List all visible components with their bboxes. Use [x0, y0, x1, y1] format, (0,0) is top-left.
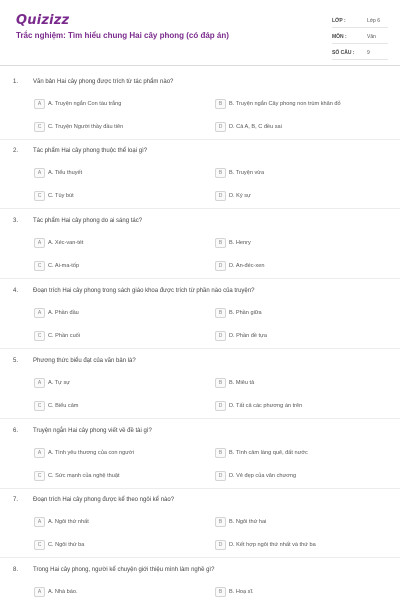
option-text: B. Truyện ngắn Cây phong non trùm khăn đỏ [229, 101, 341, 107]
question-number: 3. [13, 218, 19, 224]
option-letter-box[interactable]: D [215, 331, 226, 341]
answer-option[interactable] [34, 377, 70, 389]
option-text: D. Cả A, B, C đều sai [229, 124, 282, 130]
answer-option[interactable] [34, 98, 121, 110]
option-text: A. Tự sự [48, 380, 70, 386]
answer-option[interactable] [215, 516, 266, 528]
answer-option[interactable] [215, 470, 296, 482]
option-text: D. Tất cả các phương án trên [229, 403, 303, 409]
option-text: C. Tùy bút [48, 193, 74, 199]
meta-row-grade [332, 14, 388, 28]
option-letter-box[interactable]: B [215, 99, 226, 109]
question-number: 2. [13, 148, 19, 154]
answer-option[interactable] [215, 167, 264, 179]
option-text: B. Miêu tả [229, 380, 255, 386]
option-letter-box[interactable]: A [34, 238, 45, 248]
answer-option[interactable] [34, 167, 82, 179]
answer-option[interactable] [215, 190, 251, 202]
option-letter-box[interactable]: C [34, 191, 45, 201]
option-text: D. Kết hợp ngôi thứ nhất và thứ ba [229, 542, 316, 548]
option-letter-box[interactable]: D [215, 471, 226, 481]
option-letter-box[interactable]: B [215, 517, 226, 527]
option-text: A. Xéc-van-tét [48, 240, 84, 246]
option-text: A. Phần đầu [48, 310, 79, 316]
option-letter-box[interactable]: C [34, 540, 45, 550]
question-divider [0, 139, 400, 140]
answer-option[interactable] [215, 539, 316, 551]
option-letter-box[interactable]: C [34, 122, 45, 132]
answer-option[interactable] [34, 260, 79, 272]
question-text: Đoạn trích Hai cây phong trong sách giáo khoa được trích từ phần nào của truyện? [33, 288, 255, 294]
option-letter-box[interactable]: A [34, 448, 45, 458]
answer-option[interactable] [215, 377, 254, 389]
option-text: A. Tiểu thuyết [48, 170, 83, 176]
question-text: Tác phẩm Hai cây phong do ai sáng tác? [33, 218, 143, 224]
option-letter-box[interactable]: D [215, 122, 226, 132]
answer-option[interactable] [34, 190, 74, 202]
question-text: Tác phẩm Hai cây phong thuộc thể loại gì? [33, 148, 148, 154]
answer-option[interactable] [34, 539, 84, 551]
logo-text: Quizizz [16, 12, 70, 28]
meta-row-subject [332, 30, 388, 44]
question-line [13, 358, 136, 364]
answer-option[interactable] [215, 330, 267, 342]
option-text: A. Ngôi thứ nhất [48, 519, 89, 525]
answer-option[interactable] [215, 260, 264, 272]
meta-label: MÔN : [332, 33, 347, 40]
question-text: Trong Hai cây phong, người kể chuyện giới thiệu mình làm nghề gì? [33, 567, 215, 573]
option-letter-box[interactable]: B [215, 168, 226, 178]
answer-option[interactable] [34, 400, 78, 412]
option-text: A. Tình yêu thương của con người [48, 450, 134, 456]
quiz-meta [332, 14, 388, 60]
question-number: 8. [13, 567, 19, 573]
option-text: A. Nhà báo. [48, 589, 78, 595]
page-title: Trắc nghiệm: Tìm hiểu chung Hai cây phong (có đáp án) [16, 31, 229, 40]
option-letter-box[interactable]: A [34, 517, 45, 527]
option-text: C. Biểu cảm [48, 403, 79, 409]
question-divider [0, 557, 400, 558]
question-divider [0, 208, 400, 209]
option-text: D. Vẻ đẹp của văn chương [229, 473, 297, 479]
option-letter-box[interactable]: A [34, 168, 45, 178]
option-letter-box[interactable]: B [215, 308, 226, 318]
option-text: B. Phần giữa [229, 310, 262, 316]
question-line [13, 79, 173, 85]
option-letter-box[interactable]: A [34, 99, 45, 109]
answer-option[interactable] [215, 447, 308, 459]
option-text: C. Ai-ma-tốp [48, 263, 80, 269]
question-divider [0, 488, 400, 489]
question-line [13, 148, 147, 154]
answer-option[interactable] [34, 237, 83, 249]
option-letter-box[interactable]: D [215, 191, 226, 201]
question-divider [0, 418, 400, 419]
option-text: B. Ngôi thứ hai [229, 519, 267, 525]
question-number: 7. [13, 497, 19, 503]
option-text: B. Hoạ sĩ. [229, 589, 254, 595]
option-letter-box[interactable]: B [215, 448, 226, 458]
meta-row-count [332, 46, 388, 60]
question-line [13, 218, 142, 224]
question-line [13, 567, 214, 573]
option-letter-box[interactable]: D [215, 261, 226, 271]
option-text: B. Tình cảm làng quê, đất nước [229, 450, 308, 456]
option-letter-box[interactable]: D [215, 401, 226, 411]
answer-option[interactable] [34, 516, 89, 528]
question-text: Văn bản Hai cây phong được trích từ tác phẩm nào? [33, 79, 174, 85]
question-line [13, 497, 174, 503]
option-text: C. Ngôi thứ ba [48, 542, 85, 548]
option-letter-box[interactable]: A [34, 587, 45, 597]
option-text: C. Truyện Người thầy đầu tiên [48, 124, 124, 130]
option-text: B. Henry [229, 240, 251, 246]
meta-label: LỚP : [332, 17, 346, 24]
question-line [13, 288, 254, 294]
answer-option[interactable] [215, 121, 282, 133]
option-text: A. Truyện ngắn Con tàu trắng [48, 101, 122, 107]
meta-value: Lớp 6 [367, 17, 381, 24]
option-letter-box[interactable]: C [34, 471, 45, 481]
answer-option[interactable] [215, 586, 254, 598]
option-text: C. Phần cuối [48, 333, 81, 339]
meta-value: 9 [367, 49, 370, 56]
answer-option[interactable] [215, 98, 341, 110]
question-line [13, 428, 152, 434]
answer-option[interactable] [34, 307, 79, 319]
option-letter-box[interactable]: A [34, 378, 45, 388]
meta-label: SỐ CÂU : [332, 49, 355, 56]
option-letter-box[interactable]: B [215, 587, 226, 597]
option-letter-box[interactable]: D [215, 540, 226, 550]
question-divider [0, 348, 400, 349]
option-text: C. Sức mạnh của nghệ thuật [48, 473, 120, 479]
question-number: 1. [13, 79, 19, 85]
option-text: D. Phần đề tựa [229, 333, 267, 339]
question-divider [0, 278, 400, 279]
option-letter-box[interactable]: B [215, 378, 226, 388]
option-letter-box[interactable]: A [34, 308, 45, 318]
quiz-header [0, 0, 400, 66]
option-text: B. Truyện vừa [229, 170, 265, 176]
option-letter-box[interactable]: C [34, 401, 45, 411]
question-text: Truyện ngắn Hai cây phong viết về đề tài gì? [33, 428, 152, 434]
answer-option[interactable] [34, 121, 123, 133]
option-letter-box[interactable]: B [215, 238, 226, 248]
answer-option[interactable] [215, 400, 302, 412]
answer-option[interactable] [34, 470, 120, 482]
quizizz-logo[interactable] [16, 12, 69, 28]
option-letter-box[interactable]: C [34, 261, 45, 271]
answer-option[interactable] [34, 586, 78, 598]
question-number: 4. [13, 288, 19, 294]
answer-option[interactable] [34, 330, 80, 342]
option-text: D. Ký sự [229, 193, 251, 199]
answer-option[interactable] [215, 307, 262, 319]
question-text: Phương thức biểu đạt của văn bản là? [33, 358, 136, 364]
answer-option[interactable] [215, 237, 251, 249]
question-number: 6. [13, 428, 19, 434]
option-text: D. An-đéc-xen [229, 263, 265, 269]
answer-option[interactable] [34, 447, 134, 459]
option-letter-box[interactable]: C [34, 331, 45, 341]
question-number: 5. [13, 358, 19, 364]
meta-value: Văn [367, 33, 376, 40]
question-text: Đoạn trích Hai cây phong được kể theo ngôi kể nào? [33, 497, 175, 503]
